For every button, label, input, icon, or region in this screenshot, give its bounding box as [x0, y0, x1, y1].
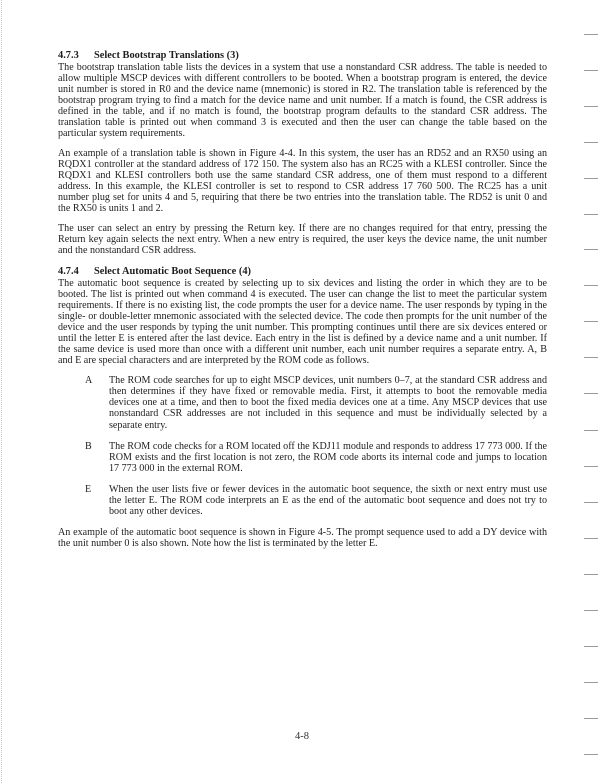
- list-item-text: The ROM code searches for up to eight MSCP devices, unit numbers 0–7, at the standard CSR address and then determines if they have fixed or removable media. First, it attempts to boot the removable media devices one at a time, and then to boot the fixed media devices one at a time. Any MSCP devices that use nonstandard CSR addresses are not included in this sequence and must be individually selected by a separate entry.: [109, 375, 547, 431]
- section-title: Select Bootstrap Translations (3): [94, 50, 239, 61]
- closing-paragraph: An example of the automatic boot sequence is shown in Figure 4-5. The prompt sequence used to add a DY device with the unit number 0 is also shown. Note how the list is terminated by the letter E.: [58, 526, 547, 549]
- page-number: 4-8: [295, 731, 309, 742]
- margin-mark: [584, 106, 598, 107]
- margin-mark: [584, 357, 598, 358]
- section-number: 4.7.4: [58, 266, 79, 278]
- paragraph: The user can select an entry by pressing the Return key. If there are no changes required for that entry, pressing the Return key again selects the next entry. When a new entry is required, the user keys the device name, the unit number and the nonstandard CSR address.: [58, 223, 547, 257]
- list-item: [58, 375, 547, 430]
- margin-mark: [584, 393, 598, 394]
- margin-mark: [584, 321, 598, 322]
- section-4-7-3: [58, 50, 547, 256]
- list-item-letter: A: [85, 375, 93, 387]
- margin-mark: [584, 538, 598, 539]
- section-heading: [58, 266, 547, 278]
- list-item-letter: B: [85, 440, 92, 452]
- margin-mark: [584, 646, 598, 647]
- paragraph: An example of a translation table is shown in Figure 4-4. In this system, the user has an RD52 and an RX50 using an RQDX1 controller at the standard address of 172 150. The system also has an RC25 with a KLESI controller. Since the RQDX1 and KLESI controllers both use the same standard CSR address, one of them must respond to a different address. In this example, the KLESI controller is set to respond to CSR address 17 760 500. The RC25 has a unit number plug set for units 4 and 5, requiring that there be two entries into the translation table. The RD52 is unit 0 and the RX50 is units 1 and 2.: [58, 147, 547, 215]
- margin-marks: [584, 0, 604, 783]
- margin-mark: [584, 249, 598, 250]
- list-item-text: The ROM code checks for a ROM located off the KDJ11 module and responds to address 17 773 000. If the ROM exists and the first location is not zero, the ROM code aborts its internal code and jumps to location 17 773 000 in the external ROM.: [109, 440, 547, 474]
- special-characters-list: [58, 375, 547, 517]
- paragraph: The bootstrap translation table lists the devices in a system that use a nonstandard CSR address. The table is needed to allow multiple MSCP devices with different controllers to be booted. When a bootstrap program is entered, the device unit number is stored in R0 and the device name (mnemonic) is stored in R2. The translation table is referenced by the bootstrap program trying to find a match for the device name and unit number. If a match is found, the CSR address is defined in the table, and if no match is found, the bootstrap program defaults to the standard CSR address. The translation table is printed out when command 3 is executed and then the user can change the table based on the particular system requirements.: [58, 61, 547, 139]
- margin-mark: [584, 574, 598, 575]
- section-heading: [58, 50, 547, 62]
- paragraph: The automatic boot sequence is created by selecting up to six devices and listing the order in which they are to be booted. The list is printed out when command 4 is executed. The user can change the list to meet the particular system requirements. If there is no existing list, the code prompts the user for a device name. The user responds by typing in the single- or double-letter mnemonic associated with the selected device. The code then prompts for the unit number of the device and the user responds by typing the unit number. This prompting continues until there are six devices entered or until the letter E is entered after the last device. Each entry in the list is defined by a device name and a unit number. If the same device is used more than once with a different unit number, each unit number requires a separate entry. A, B and E are special characters and are interpreted by the ROM code as follows.: [58, 277, 547, 367]
- margin-mark: [584, 430, 598, 431]
- margin-mark: [584, 718, 598, 719]
- section-title: Select Automatic Boot Sequence (4): [94, 266, 251, 278]
- margin-mark: [584, 70, 598, 71]
- list-item: [58, 484, 547, 517]
- margin-mark: [584, 34, 598, 35]
- margin-mark: [584, 214, 598, 215]
- list-item: [58, 441, 547, 474]
- margin-mark: [584, 754, 598, 755]
- scan-edge-line: [1, 0, 2, 783]
- margin-mark: [584, 285, 598, 286]
- margin-mark: [584, 466, 598, 467]
- list-item-text: When the user lists five or fewer devices in the automatic boot sequence, the sixth or next entry must use the letter E. The ROM code interprets an E as the end of the automatic boot sequence and does not try to boot any other devices.: [109, 483, 547, 517]
- document-page: [58, 50, 547, 549]
- list-item-letter: E: [85, 483, 92, 495]
- margin-mark: [584, 502, 598, 503]
- margin-mark: [584, 610, 598, 611]
- margin-mark: [584, 142, 598, 143]
- margin-mark: [584, 682, 598, 683]
- margin-mark: [584, 178, 598, 179]
- section-number: 4.7.3: [58, 50, 79, 61]
- section-4-7-4: [58, 266, 547, 549]
